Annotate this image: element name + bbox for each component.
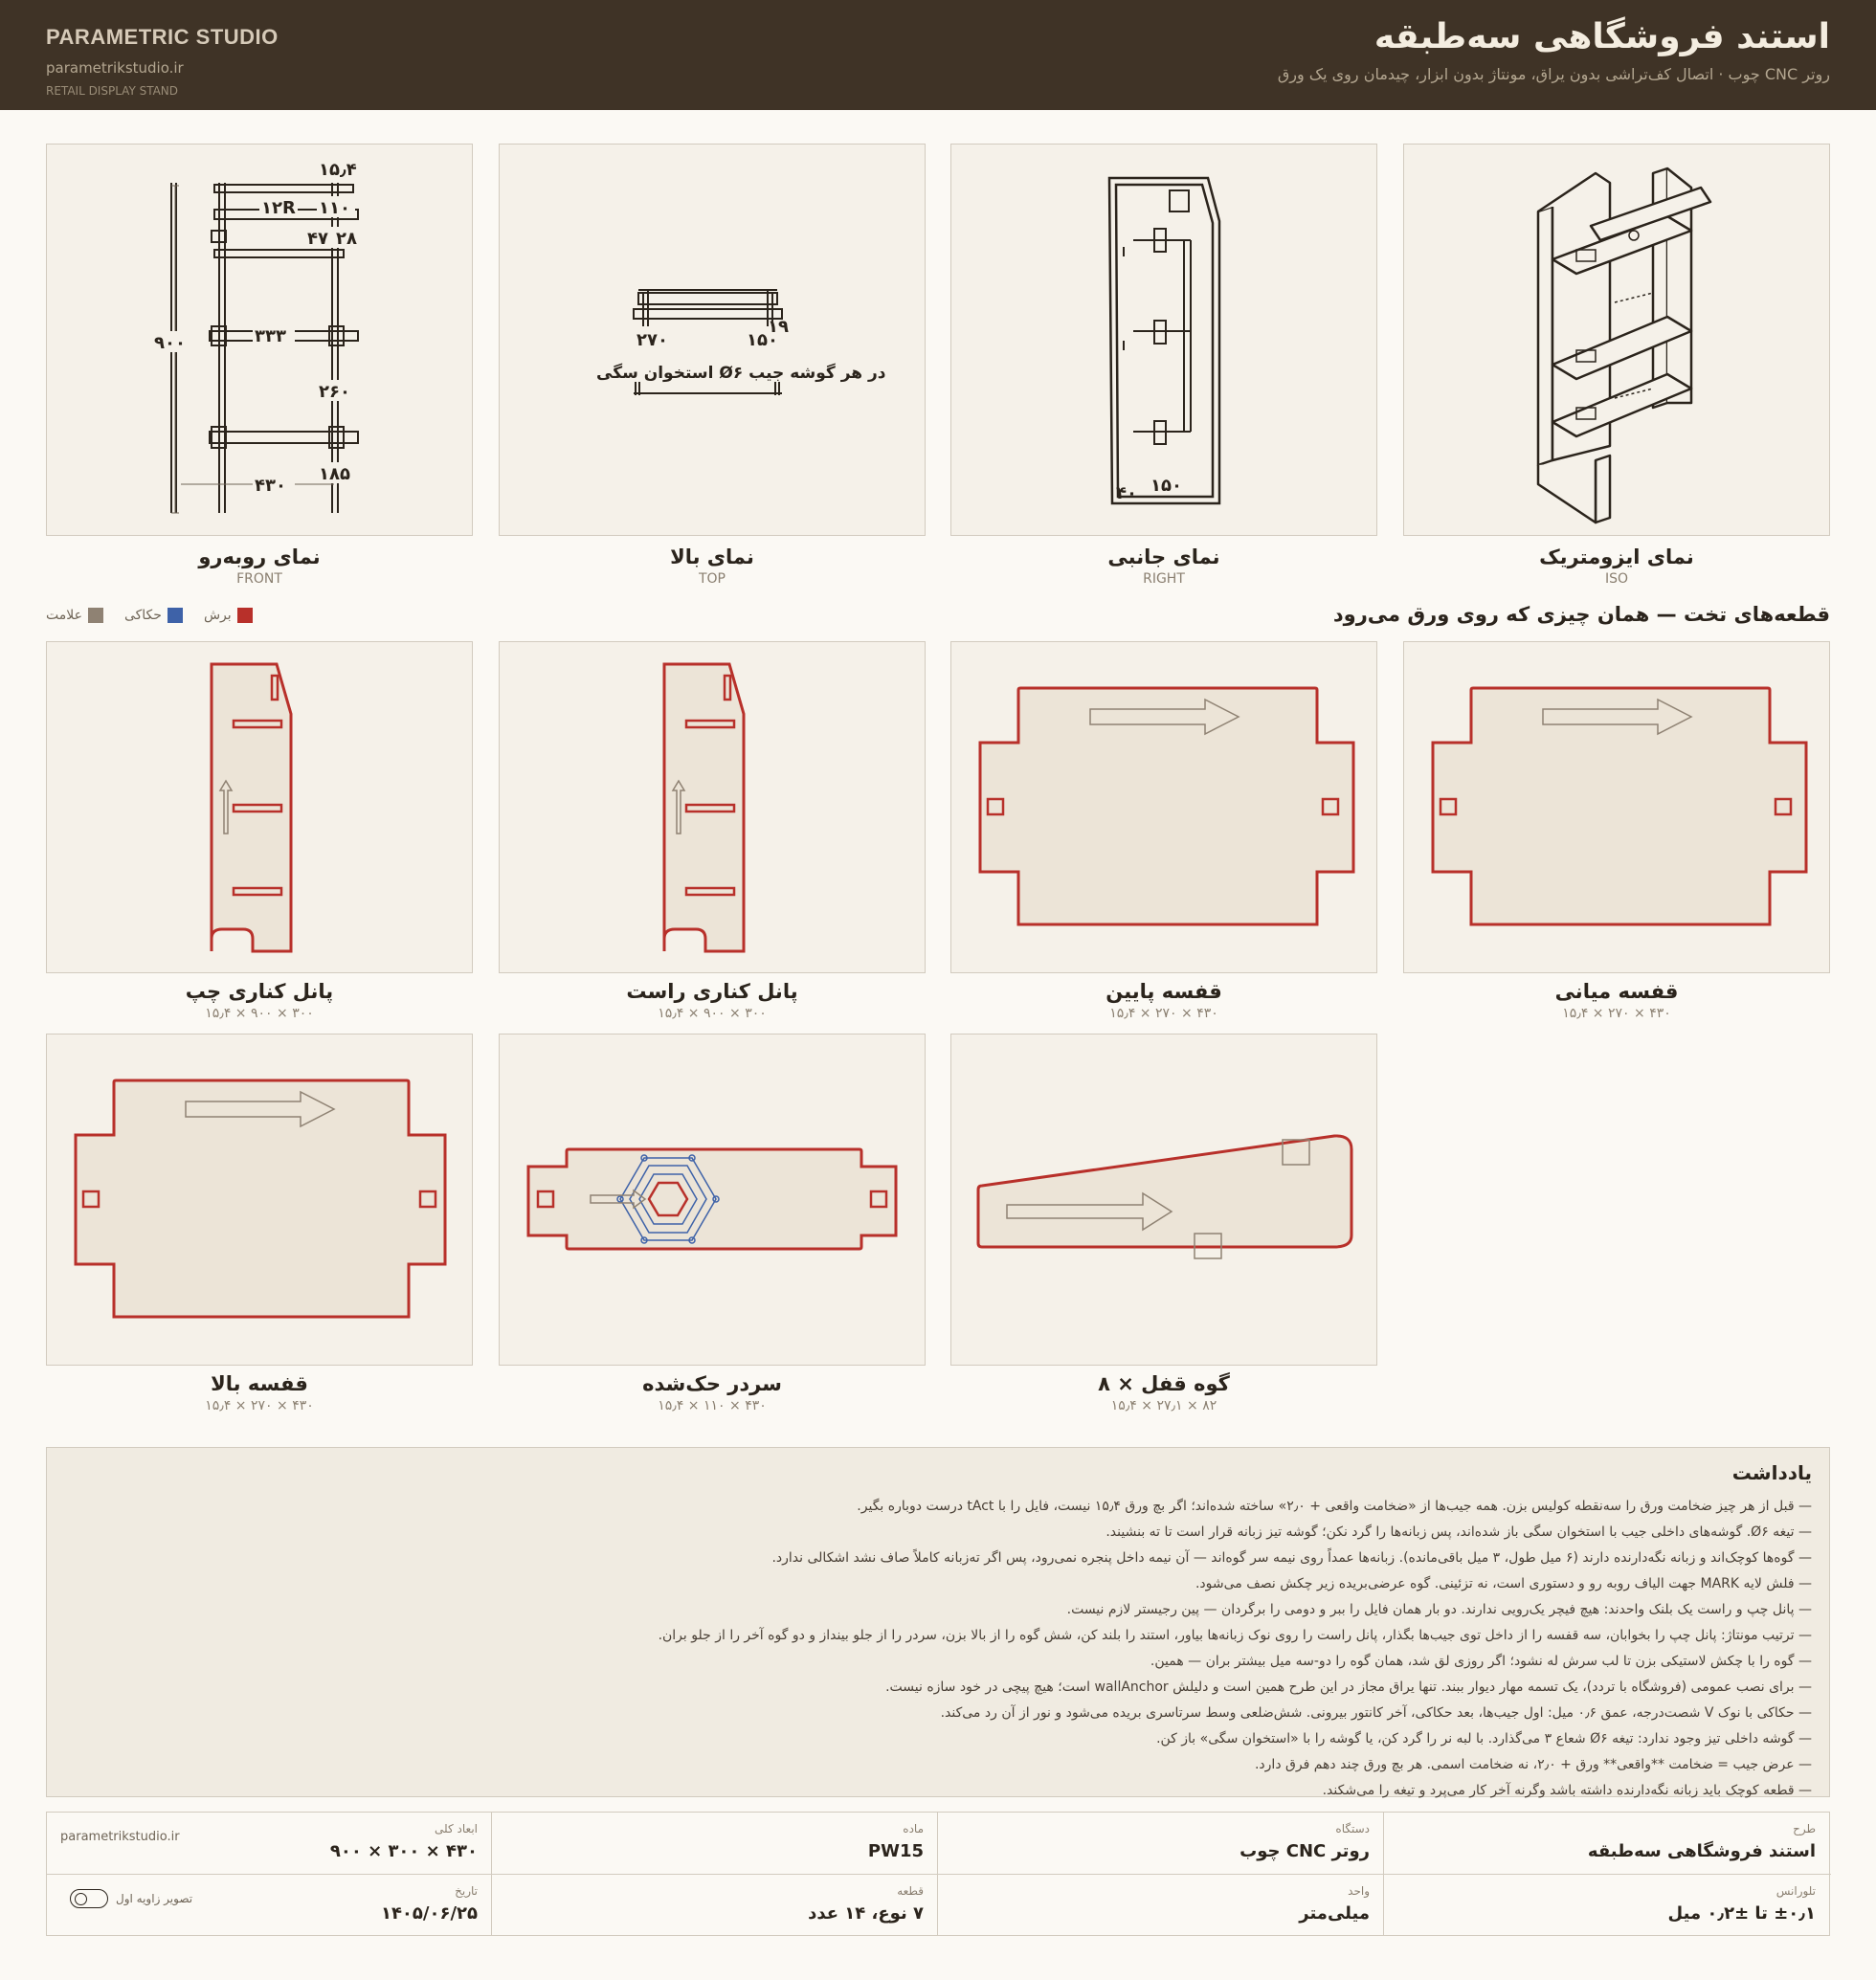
note-item: — تیغه Ø۶. گوشه‌های داخلی جیب با استخوان سگی باز شده‌اند، پس زبانه‌ها را گرد نکن؛ گوشه تیز زبانه قرار است تا ته بنشیند.	[1106, 1524, 1812, 1540]
legend-item-mark: علامت	[46, 608, 103, 623]
part-engraved-header	[499, 1034, 926, 1366]
right-view-label: نمای جانبی	[1107, 545, 1220, 568]
part-name: قفسه پایین	[1106, 980, 1222, 1003]
iso-view-label: نمای ایزومتریک	[1539, 545, 1694, 568]
cut-swatch-icon	[237, 608, 253, 623]
part-middle-shelf-caption	[1403, 980, 1830, 1021]
top-view-drawing	[500, 145, 927, 537]
part-engraved-header-caption	[499, 1372, 926, 1413]
middle-shelf-drawing	[1404, 642, 1831, 974]
right-view-label-en: RIGHT	[1143, 571, 1185, 587]
note-item: — برای نصب عمومی (فروشگاه با تردد)، یک تسمه مهار دیوار ببند. تنها یراق مجاز در این طرح همین است و دلیلش wallAnchor است؛ هیچ پیچی در خود سازه نیست.	[885, 1680, 1812, 1695]
page-subtitle: روتر CNC چوب · اتصال کف‌تراشی بدون یراق، مونتاژ بدون ابزار، چیدمان روی یک ورق	[1277, 65, 1830, 83]
part-name: گوه قفل × ۸	[1098, 1372, 1230, 1395]
part-dims: ۴۳۰ × ۲۷۰ × ۱۵٫۴	[205, 1398, 314, 1413]
front-dim-2: ۱۲R	[261, 198, 296, 218]
part-right-side-caption	[499, 980, 926, 1021]
part-dims: ۸۲ × ۲۷٫۱ × ۱۵٫۴	[1110, 1398, 1217, 1413]
part-top-shelf-caption	[46, 1372, 473, 1413]
part-locking-wedge-caption	[950, 1372, 1377, 1413]
part-name: پانل کناری راست	[626, 980, 798, 1003]
part-dims: ۴۳۰ × ۲۷۰ × ۱۵٫۴	[1562, 1006, 1671, 1021]
front-dim-6: ۹۰۰	[154, 333, 186, 353]
front-dim-4: ۴۷	[307, 229, 328, 249]
front-view-caption	[46, 545, 473, 587]
front-dim-3: ۱۱۰	[319, 198, 350, 218]
title-block-parts: قطعه ۷ نوع، ۱۴ عدد	[491, 1875, 937, 1936]
front-view-panel	[46, 144, 473, 536]
front-dim-9: ۴۳۰	[255, 476, 286, 496]
note-item: — حکاکی با نوک V شصت‌درجه، عمق ۰٫۶ میل: اول جیب‌ها، بعد حکاکی، آخر کانتور بیرونی. شش‌ضلعی وسط سرتاسری بریده می‌شود و نور از آن رد می‌کند.	[940, 1705, 1812, 1721]
iso-view-drawing	[1404, 145, 1831, 537]
first-angle-projection	[70, 1889, 192, 1908]
notes-box	[46, 1447, 1830, 1797]
projection-label: تصویر زاویه اول	[116, 1892, 193, 1905]
front-dim-1: ۱۵٫۴	[319, 160, 357, 180]
part-name: سردر حک‌شده	[642, 1372, 782, 1395]
note-item: — فلش لایه MARK جهت الیاف رو‌به رو و دستوری است، نه تزئینی. گوه عرضی‌بریده زیر چکش نصف می‌شود.	[1195, 1576, 1812, 1591]
part-dims: ۴۳۰ × ۱۱۰ × ۱۵٫۴	[658, 1398, 767, 1413]
notes-title: یادداشت	[1731, 1461, 1812, 1484]
part-locking-wedge	[950, 1034, 1377, 1366]
part-dims: ۴۳۰ × ۲۷۰ × ۱۵٫۴	[1109, 1006, 1218, 1021]
title-block	[46, 1812, 1830, 1936]
legend-item-cut: برش	[204, 608, 253, 623]
front-dim-8: ۲۶۰	[319, 382, 350, 402]
part-name: پانل کناری چپ	[185, 980, 334, 1003]
locking-wedge-drawing	[951, 1034, 1378, 1367]
note-item: — ترتیب مونتاژ: پانل چپ را بخوابان، سه قفسه را از داخل توی جیب‌ها بگذار، پانل راست را روی نوک زبانه‌ها بیاور، استند را بلند کن، شش گوه را از بالا بزن، سردر را از جلو بینداز و دو گوه آخر را از جلو بران.	[658, 1628, 1812, 1643]
part-left-side-caption	[46, 980, 473, 1021]
top-shelf-drawing	[47, 1034, 474, 1367]
note-item: — گوه‌ها کوچک‌اند و زبانه نگه‌دارنده دارند (۶ میل طول، ۳ میل باقی‌مانده). زبانه‌ها عمداً روی نیمه سر گوه‌اند — آن نیمه داخل پنجره نمی‌رود، پس اگر ته‌زبانه کاملاً صاف نشد اشکالی ندارد.	[771, 1550, 1812, 1566]
top-view-caption	[499, 545, 926, 587]
part-middle-shelf	[1403, 641, 1830, 973]
top-view-note: استخوان سگی Ø۶ در هر گوشه جیب	[596, 364, 886, 383]
mark-swatch-icon	[88, 608, 103, 623]
left-side-panel-drawing	[47, 642, 474, 974]
top-dim-3: ۱۹	[768, 317, 789, 337]
part-left-side-panel	[46, 641, 473, 973]
top-view-panel	[499, 144, 926, 536]
top-view-label-en: TOP	[698, 571, 726, 587]
part-top-shelf	[46, 1034, 473, 1366]
right-side-panel-drawing	[500, 642, 927, 974]
title-block-tolerance: تلورانس ±۰٫۱ تا ±۰٫۲ میل	[1383, 1875, 1829, 1936]
title-block-design: طرح استند فروشگاهی سه‌طبقه	[1383, 1813, 1829, 1874]
bottom-shelf-drawing	[951, 642, 1378, 974]
front-view-label: نمای رو‌به‌رو	[198, 545, 321, 568]
engraved-header-drawing	[500, 1034, 927, 1367]
right-view-caption	[950, 545, 1377, 587]
front-dim-7: ۳۳۳	[255, 326, 286, 346]
title-block-machine: دستگاه روتر CNC چوب	[937, 1813, 1383, 1874]
front-dim-10: ۱۸۵	[319, 464, 350, 484]
subtitle-en: RETAIL DISPLAY STAND	[46, 84, 179, 98]
front-view-label-en: FRONT	[236, 571, 282, 587]
notes-list	[64, 1494, 1812, 1804]
note-item: — قبل از هر چیز ضخامت ورق را سه‌نقطه کولیس بزن. همه جیب‌ها از «ضخامت واقعی + ۲٫۰» ساخته شده‌اند؛ اگر بچ ورق ۱۵٫۴ نیست، فایل را با tAct درست دوباره بگیر.	[857, 1499, 1812, 1514]
part-name: قفسه میانی	[1554, 980, 1679, 1003]
front-dim-5: ۲۸	[336, 229, 357, 249]
note-item: — قطعه کوچک باید زبانه نگه‌دارنده داشته باشد وگرنه آخر کار می‌پرد و تیغه را می‌شکند.	[1322, 1783, 1812, 1798]
title-block-unit: واحد میلی‌متر	[937, 1875, 1383, 1936]
part-dims: ۳۰۰ × ۹۰۰ × ۱۵٫۴	[658, 1006, 767, 1021]
note-item: — عرض جیب = ضخامت **واقعی** ورق + ۲٫۰، نه ضخامت اسمی. هر بچ ورق چند دهم فرق دارد.	[1254, 1757, 1812, 1772]
note-item: — گوه را با چکش لاستیکی بزن تا لب سرش له نشود؛ اگر روزی لق شد، همان گوه را دو-سه میل بیشتر بران — همین.	[1150, 1654, 1812, 1669]
part-dims: ۳۰۰ × ۹۰۰ × ۱۵٫۴	[205, 1006, 314, 1021]
legend-item-engrave: حکاکی	[124, 608, 183, 623]
top-view-label: نمای بالا	[670, 545, 754, 568]
note-item: — پانل چپ و راست یک بلنک واحدند: هیچ فیچر یک‌رویی ندارند. دو بار همان فایل را ببر و دومی را برگردان — پین رجیستر لازم نیست.	[1066, 1602, 1812, 1617]
right-view-drawing	[951, 145, 1378, 537]
title-block-date: تاریخ ۱۴۰۵/۰۶/۲۵	[380, 1884, 478, 1924]
iso-view-panel	[1403, 144, 1830, 536]
part-bottom-shelf	[950, 641, 1377, 973]
part-name: قفسه بالا	[211, 1372, 308, 1395]
page-title: استند فروشگاهی سه‌طبقه	[1374, 17, 1830, 56]
first-angle-projection-icon	[70, 1889, 108, 1908]
right-view-panel	[950, 144, 1377, 536]
iso-view-label-en: ISO	[1604, 571, 1629, 587]
part-right-side-panel	[499, 641, 926, 973]
iso-view-caption	[1403, 545, 1830, 587]
flat-section-title: قطعه‌های تخت — همان چیزی که روی ورق می‌رود	[1332, 603, 1830, 626]
top-dim-2: ۱۵۰	[747, 330, 778, 350]
brand-site[interactable]: parametrikstudio.ir	[46, 59, 184, 77]
header	[0, 0, 1876, 110]
right-dim-2: ۴۰	[1116, 483, 1137, 503]
title-block-material: ماده PW15	[491, 1813, 937, 1874]
brand-name: PARAMETRIC STUDIO	[46, 25, 279, 49]
legend	[46, 608, 253, 623]
engrave-swatch-icon	[168, 608, 183, 623]
note-item: — گوشه داخلی تیز وجود ندارد: تیغه Ø۶ شعاع ۳ می‌گذارد. با لبه نر را گرد کن، یا گوشه را با «استخوان سگی» باز کن.	[1156, 1731, 1812, 1746]
right-dim-1: ۱۵۰	[1150, 476, 1182, 496]
top-dim-1: ۲۷۰	[636, 330, 668, 350]
front-view-drawing	[47, 145, 474, 537]
title-block-overall-size: ابعاد کلی ۴۳۰ × ۳۰۰ × ۹۰۰	[329, 1822, 478, 1861]
footer-site[interactable]: parametrikstudio.ir	[60, 1830, 180, 1844]
part-bottom-shelf-caption	[950, 980, 1377, 1021]
